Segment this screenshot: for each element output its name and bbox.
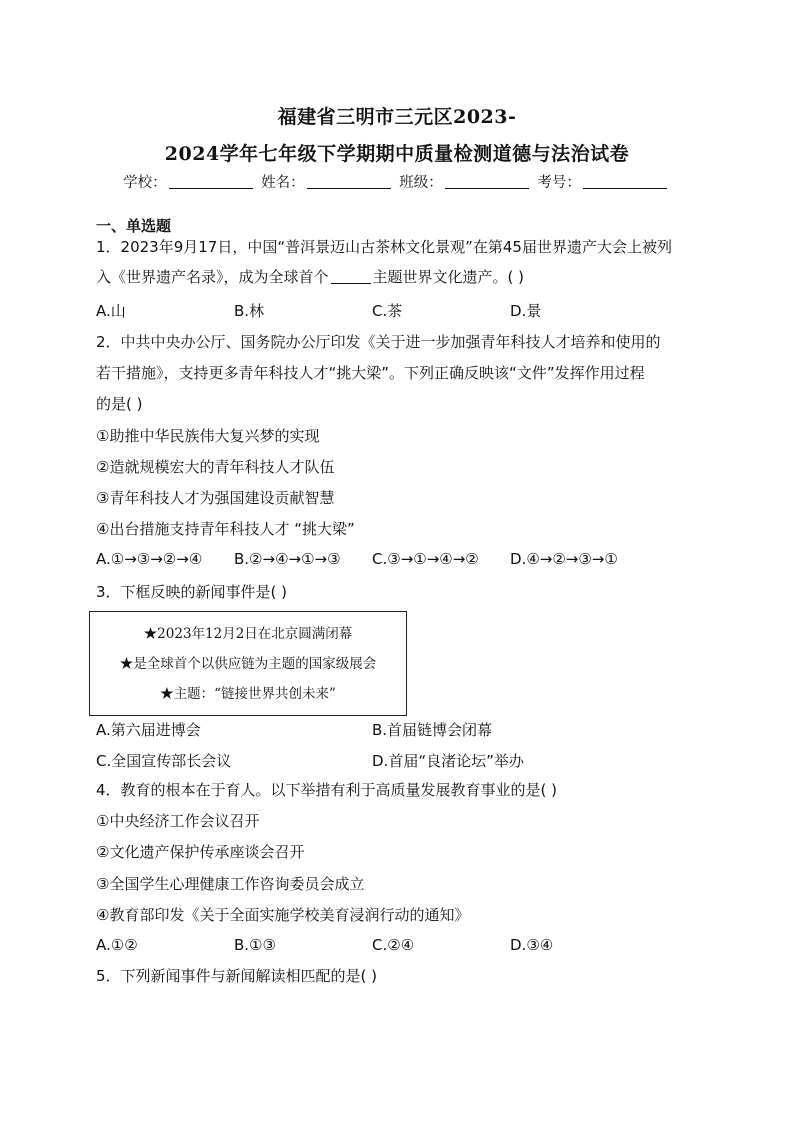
q4-item-1: ①中央经济工作会议召开 (96, 812, 260, 830)
q4-option-c[interactable]: C.②④ (372, 936, 415, 954)
exam-title-line1: 福建省三明市三元区2023- (277, 106, 517, 128)
q1-option-b[interactable]: B.林 (234, 302, 265, 320)
q5-stem: 5．下列新闻事件与新闻解读相匹配的是( ) (96, 967, 378, 985)
name-label: 姓名： (261, 175, 305, 191)
q2-item-4: ④出台措施支持青年科技人才 “挑大梁” (96, 520, 355, 538)
exam-no-label: 考号： (537, 175, 581, 191)
q1-stem-line1: 1．2023年9月17日，中国“普洱景迈山古茶林文化景观”在第45届世界遗产大会上被列 (96, 238, 672, 256)
q2-option-d[interactable]: D.④→②→③→① (510, 550, 618, 568)
q3-box-line2: ★是全球首个以供应链为主题的国家级展会 (119, 656, 377, 672)
q2-item-3: ③青年科技人才为强国建设贡献智慧 (96, 489, 335, 507)
q3-box-line3: ★主题：“链接世界共创未来” (160, 686, 336, 702)
school-blank[interactable] (169, 173, 253, 189)
q4-stem: 4．教育的根本在于育人。以下举措有利于高质量发展教育事业的是( ) (96, 781, 558, 799)
q4-item-2: ②文化遗产保护传承座谈会召开 (96, 843, 305, 861)
q2-option-b[interactable]: B.②→④→①→③ (234, 550, 341, 568)
q3-option-c[interactable]: C.全国宣传部长会议 (96, 752, 232, 770)
class-label: 班级： (399, 175, 443, 191)
q4-item-3: ③全国学生心理健康工作咨询委员会成立 (96, 875, 365, 893)
q1-stem-part-b: 主题世界文化遗产。( ) (372, 268, 524, 286)
q4-option-a[interactable]: A.①② (96, 936, 138, 954)
q2-stem-line1: 2．中共中央办公厅、国务院办公厅印发《关于进一步加强青年科技人才培养和使用的 (96, 333, 661, 351)
q1-stem-part-a: 入《世界遗产名录》，成为全球首个 (96, 268, 329, 286)
section-heading: 一、单选题 (96, 217, 172, 235)
q1-option-c[interactable]: C.茶 (372, 302, 403, 320)
q3-option-a[interactable]: A.第六届进博会 (96, 721, 201, 739)
q4-item-4: ④教育部印发《关于全面实施学校美育浸润行动的通知》 (96, 906, 470, 924)
q2-stem-line2: 若干措施》，支持更多青年科技人才“挑大梁”。下列正确反映该“文件”发挥作用过程 (96, 364, 645, 382)
school-label: 学校： (123, 175, 167, 191)
q1-fill-blank (331, 269, 371, 284)
q3-option-b[interactable]: B.首届链博会闭幕 (372, 721, 493, 739)
q2-option-a[interactable]: A.①→③→②→④ (96, 550, 203, 568)
q2-stem-line3: 的是( ) (96, 395, 143, 413)
name-blank[interactable] (307, 173, 391, 189)
exam-no-blank[interactable] (583, 173, 667, 189)
q1-option-d[interactable]: D.景 (510, 302, 542, 320)
q4-option-d[interactable]: D.③④ (510, 936, 554, 954)
exam-title-line2: 2024学年七年级下学期期中质量检测道德与法治试卷 (164, 143, 630, 165)
q3-news-box (89, 611, 407, 716)
student-info-row (0, 171, 794, 192)
q3-option-d[interactable]: D.首届“良渚论坛”举办 (372, 752, 524, 770)
q1-stem-line2 (96, 267, 706, 287)
q4-option-b[interactable]: B.①③ (234, 936, 276, 954)
q1-option-a[interactable]: A.山 (96, 302, 126, 320)
q3-box-line1: ★2023年12月2日在北京圆满闭幕 (143, 626, 353, 642)
q3-stem: 3．下框反映的新闻事件是( ) (96, 583, 288, 601)
class-blank[interactable] (445, 173, 529, 189)
q2-option-c[interactable]: C.③→①→④→② (372, 550, 479, 568)
q2-item-1: ①助推中华民族伟大复兴梦的实现 (96, 427, 320, 445)
q2-item-2: ②造就规模宏大的青年科技人才队伍 (96, 458, 335, 476)
